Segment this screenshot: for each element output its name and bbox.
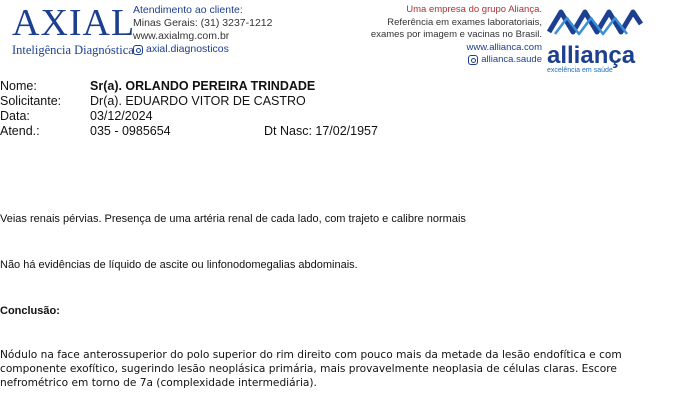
customer-contact-block: [133, 4, 273, 56]
axial-instagram-handle: axial.diagnosticos: [146, 43, 229, 55]
patient-name: Sr(a). ORLANDO PEREIRA TRINDADE: [90, 79, 316, 93]
requester-label: Solicitante:: [0, 94, 62, 108]
atend-label: Atend.:: [0, 124, 40, 138]
axial-logo: [12, 2, 136, 58]
alianca-mountains-icon: [547, 6, 643, 36]
group-line-3: exames por imagem e vacinas no Brasil.: [370, 29, 542, 40]
group-line-2: Referência em exames laboratoriais,: [387, 16, 542, 28]
date-label: Data:: [0, 109, 30, 123]
axial-brand-name: AXIAL: [12, 2, 136, 44]
conclusion-text: [0, 348, 622, 390]
axial-website-link[interactable]: www.axialmg.com.br: [133, 30, 230, 42]
conclusion-line-2: componente exofítico, sugerindo lesão neoplásica primária, mais provavelmente neoplasia de células claras. Escore: [0, 363, 617, 375]
conclusion-line-1: Nódulo na face anterossuperior do polo superior do rim direito com pouco mais da metade da lesão endofítica e com: [0, 349, 622, 361]
alianca-brand-name: alliança: [547, 42, 636, 69]
alianca-instagram-handle: allianca.saude: [481, 54, 542, 65]
instagram-icon: [468, 55, 478, 65]
alianca-tagline: excelência em saúde: [547, 67, 613, 74]
conclusion-heading: Conclusão:: [0, 305, 60, 317]
name-label: Nome:: [0, 79, 37, 93]
instagram-icon: [133, 45, 143, 55]
contact-title: Atendimento ao cliente:: [133, 4, 243, 16]
contact-phone: Minas Gerais: (31) 3237-1212: [133, 17, 273, 29]
finding-ascites: Não há evidências de líquido de ascite ou linfonodomegalias abdominais.: [0, 259, 358, 271]
requester-name: Dr(a). EDUARDO VITOR DE CASTRO: [90, 94, 306, 108]
alianca-website-link[interactable]: www.allianca.com: [466, 41, 542, 53]
axial-tagline: Inteligência Diagnóstica: [12, 43, 134, 57]
axial-instagram-link[interactable]: [133, 43, 273, 56]
finding-renal-veins: Veias renais pérvias. Presença de uma artéria renal de cada lado, com trajeto e calibre normais: [0, 213, 466, 225]
exam-date: 03/12/2024: [90, 109, 153, 123]
group-info-block: [371, 4, 542, 67]
alianca-instagram-link[interactable]: [371, 54, 542, 67]
group-line-1: Uma empresa do grupo Aliança.: [406, 4, 542, 15]
atend-number: 035 - 0985654: [90, 124, 171, 138]
conclusion-line-3: nefrométrico em torno de 7a (complexidade intermediária).: [0, 377, 317, 389]
birth-date: Dt Nasc: 17/02/1957: [264, 124, 378, 138]
alianca-logo: [547, 6, 647, 74]
